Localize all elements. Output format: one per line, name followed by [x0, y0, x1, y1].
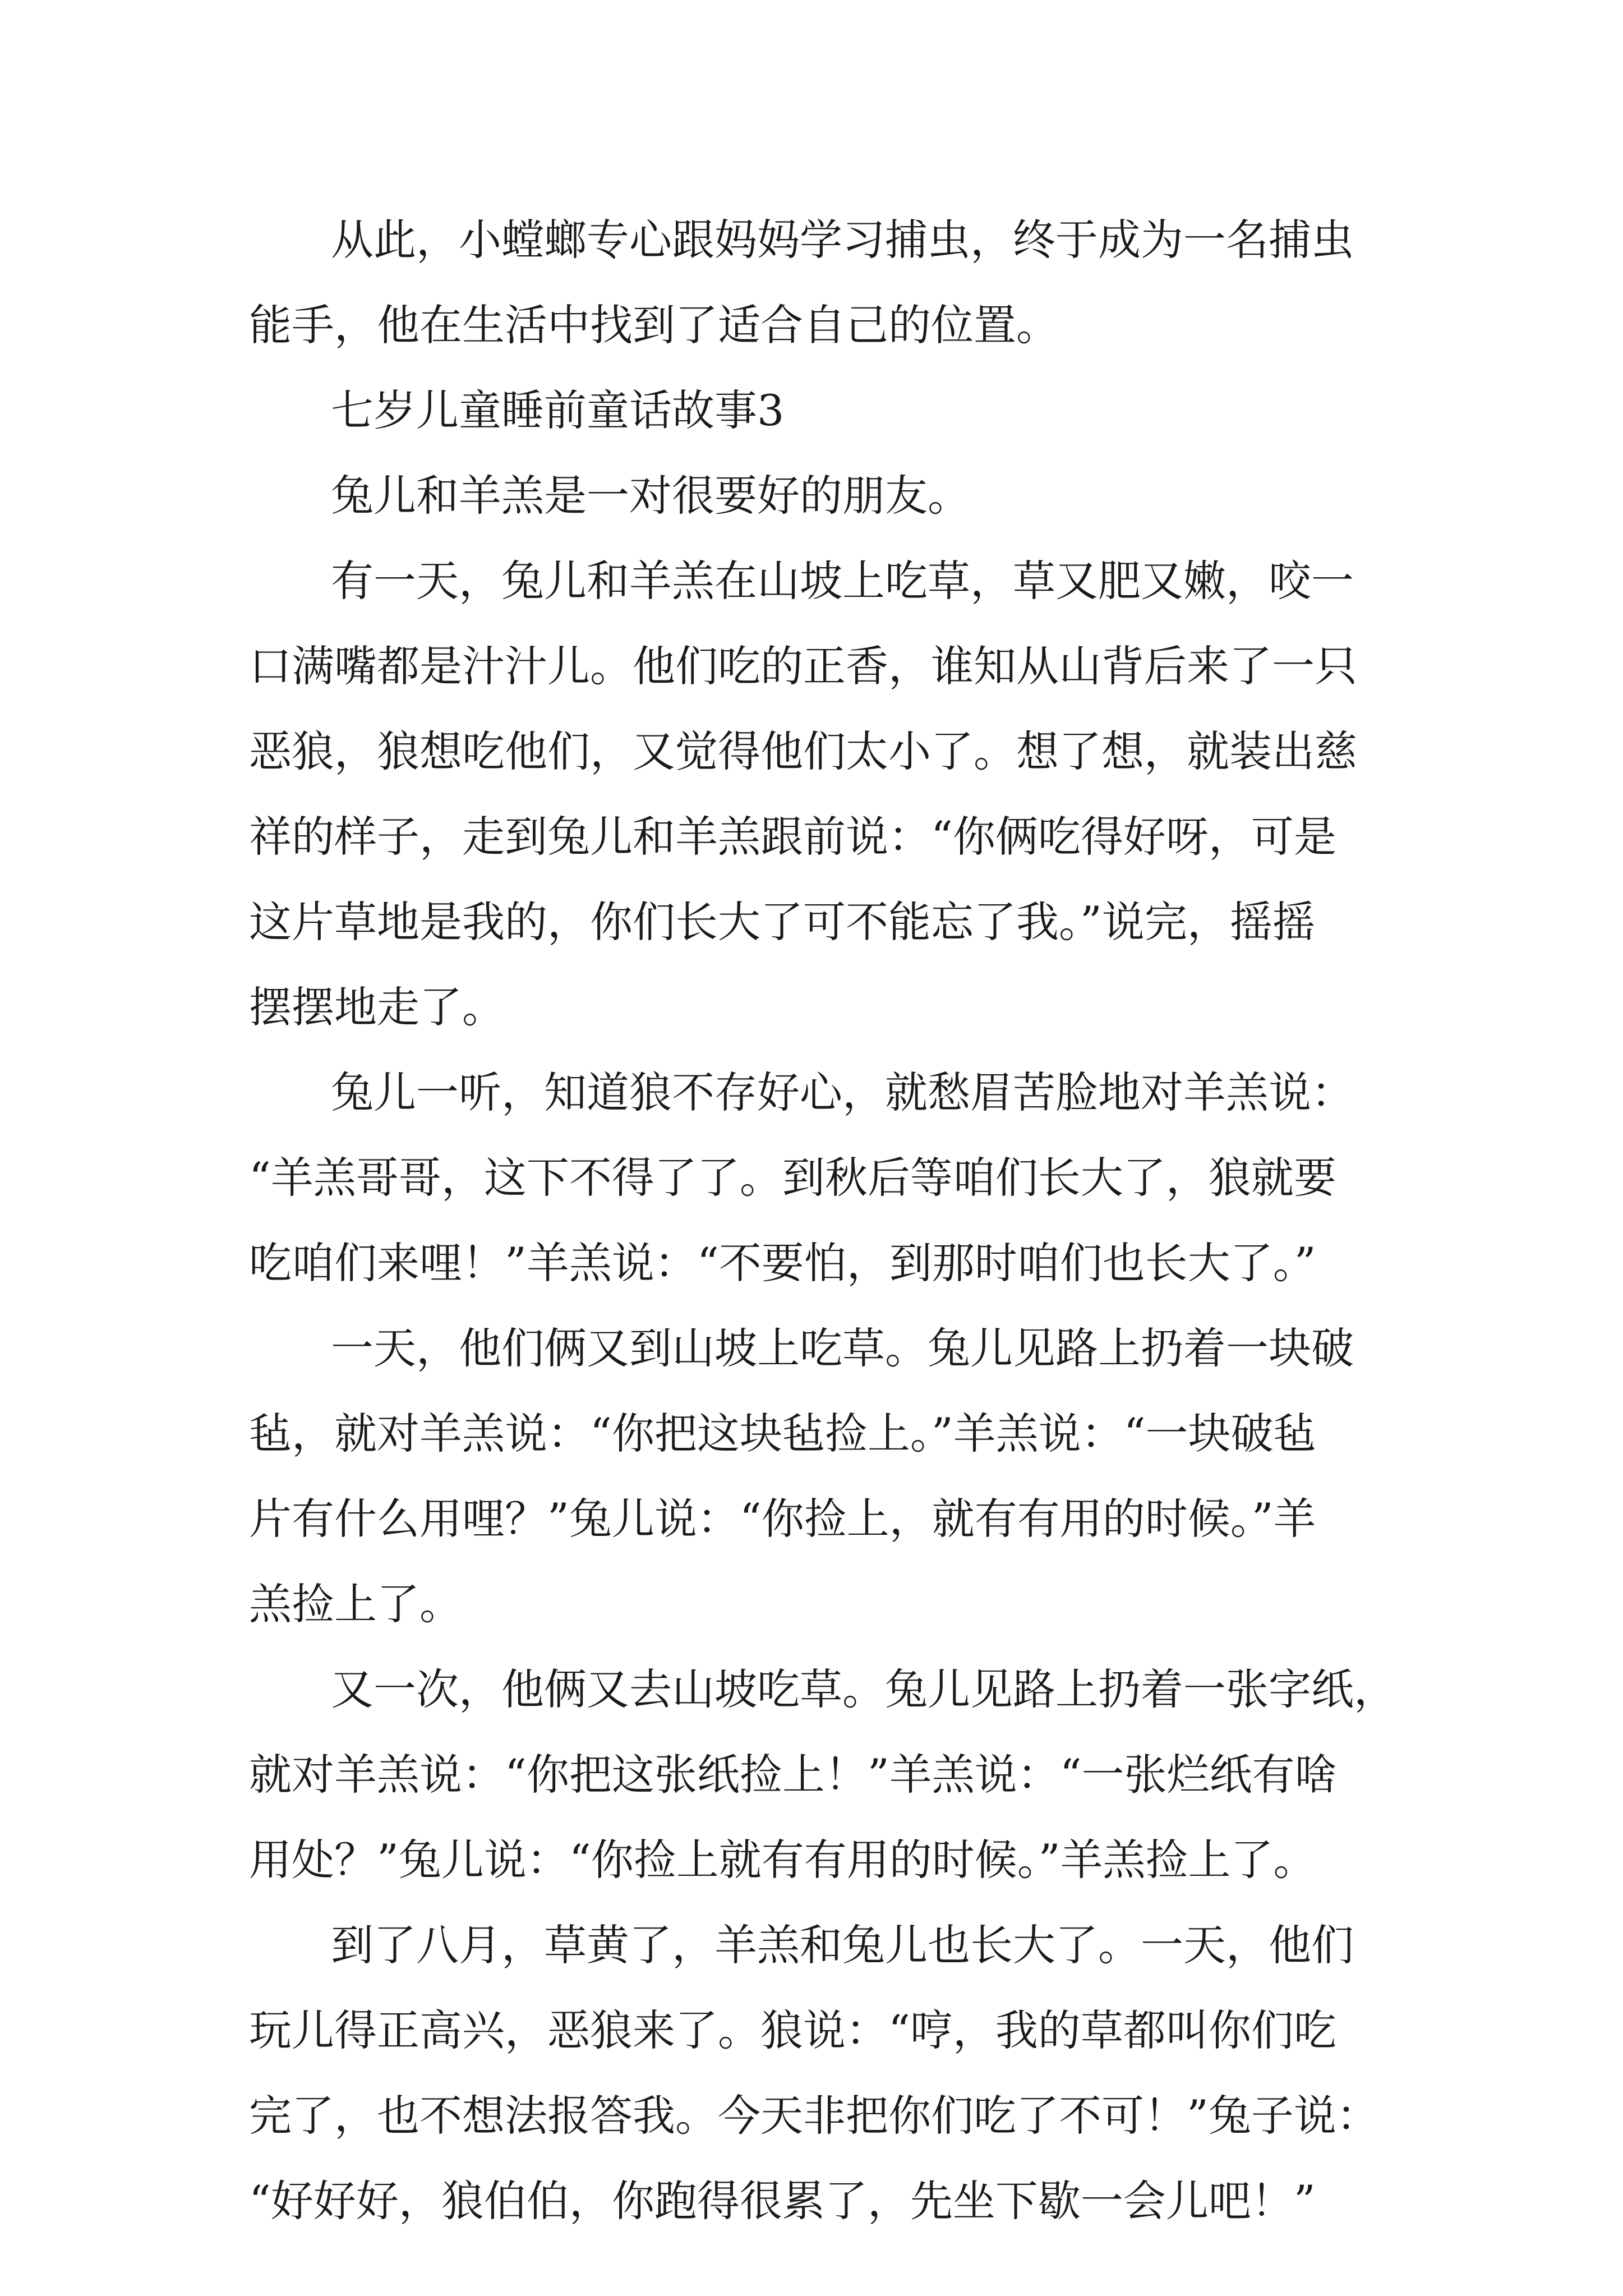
paragraph-line: 有一天，兔儿和羊羔在山坡上吃草，草又肥又嫩，咬一: [331, 556, 1354, 606]
paragraph-line: 毡，就对羊羔说：“你把这块毡捡上。”羊羔说：“一块破毡: [249, 1409, 1316, 1458]
paragraph-line: 完了，也不想法报答我。今天非把你们吃了不可！”兔子说：: [249, 2091, 1379, 2141]
paragraph-line: 就对羊羔说：“你把这张纸捡上！”羊羔说：“一张烂纸有啥: [249, 1750, 1338, 1800]
paragraph-line: 吃咱们来哩！”羊羔说：“不要怕，到那时咱们也长大了。”: [249, 1238, 1316, 1288]
paragraph-line: 口满嘴都是汁汁儿。他们吃的正香，谁知从山背后来了一只: [249, 641, 1357, 691]
story-title: 七岁儿童睡前童话故事3: [331, 385, 785, 435]
paragraph-line: 一天，他们俩又到山坡上吃草。兔儿见路上扔着一块破: [331, 1323, 1354, 1373]
paragraph-line: 兔儿一听，知道狼不存好心，就愁眉苦脸地对羊羔说：: [331, 1068, 1354, 1117]
paragraph-line: 到了八月，草黄了，羊羔和兔儿也长大了。一天，他们: [331, 1920, 1354, 1970]
paragraph-line: 兔儿和羊羔是一对很要好的朋友。: [331, 471, 970, 521]
paragraph-line: “羊羔哥哥，这下不得了了。到秋后等咱们长大了，狼就要: [249, 1153, 1336, 1203]
paragraph-line: 从此，小螳螂专心跟妈妈学习捕虫，终于成为一名捕虫: [331, 215, 1354, 265]
paragraph-line: 祥的样子，走到兔儿和羊羔跟前说：“你俩吃得好呀，可是: [249, 812, 1336, 862]
paragraph-line: 这片草地是我的，你们长大了可不能忘了我。”说完，摇摇: [249, 897, 1315, 947]
paragraph-line: 用处？”兔儿说：“你捡上就有有用的时候。”羊羔捡上了。: [249, 1835, 1316, 1885]
paragraph-line: 摆摆地走了。: [249, 982, 505, 1032]
paragraph-line: 恶狼，狼想吃他们，又觉得他们太小了。想了想，就装出慈: [249, 726, 1357, 776]
paragraph-line: 羔捡上了。: [249, 1579, 462, 1629]
paragraph-line: 玩儿得正高兴，恶狼来了。狼说：“哼，我的草都叫你们吃: [249, 2005, 1336, 2055]
paragraph-line: 又一次，他俩又去山坡吃草。兔儿见路上扔着一张字纸，: [331, 1664, 1396, 1714]
paragraph-line: 能手，他在生活中找到了适合自己的位置。: [249, 300, 1059, 350]
paragraph-line: 片有什么用哩？”兔儿说：“你捡上，就有有用的时候。”羊: [249, 1494, 1316, 1544]
paragraph-line: “好好好，狼伯伯，你跑得很累了，先坐下歇一会儿吧！”: [249, 2176, 1316, 2226]
